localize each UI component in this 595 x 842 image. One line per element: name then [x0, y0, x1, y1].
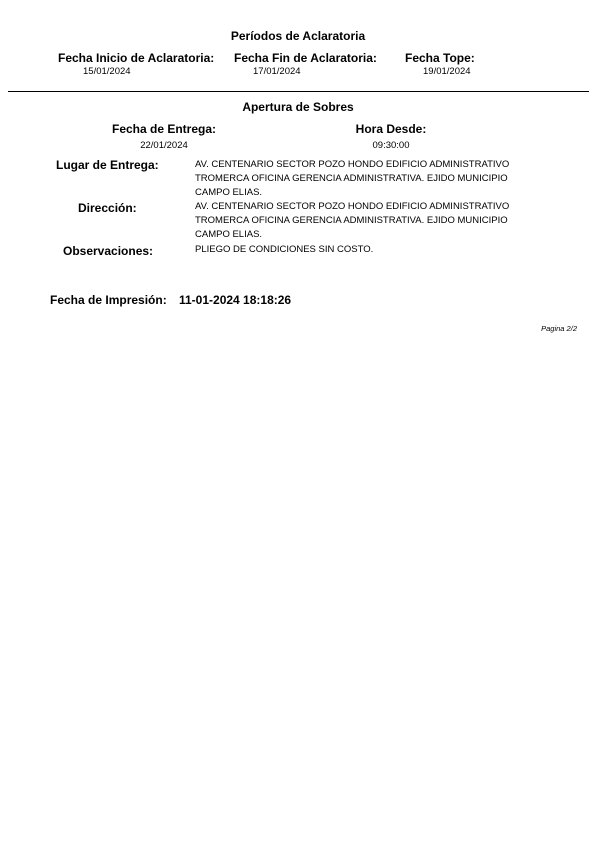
lugar-entrega-line: TROMERCA OFICINA GERENCIA ADMINISTRATIVA. EJIDO MUNICIPIO — [195, 173, 508, 184]
lugar-entrega-value — [195, 158, 545, 200]
direccion-value — [195, 200, 545, 242]
fecha-inicio-label: Fecha Inicio de Aclaratoria: — [58, 51, 215, 65]
fecha-impresion-value: 11-01-2024 18:18:26 — [179, 293, 292, 307]
observaciones-label: Observaciones: — [63, 244, 154, 258]
observaciones-value: PLIEGO DE CONDICIONES SIN COSTO. — [195, 244, 374, 255]
fecha-impresion-label: Fecha de Impresión: — [50, 293, 167, 307]
fecha-tope-value: 19/01/2024 — [423, 66, 471, 77]
apertura-title: Apertura de Sobres — [242, 100, 354, 114]
lugar-entrega-label: Lugar de Entrega: — [56, 158, 159, 172]
fecha-tope-label: Fecha Tope: — [405, 51, 475, 65]
lugar-entrega-line: AV. CENTENARIO SECTOR POZO HONDO EDIFICIO ADMINISTRATIVO — [195, 159, 510, 170]
direccion-line: AV. CENTENARIO SECTOR POZO HONDO EDIFICIO ADMINISTRATIVO — [195, 201, 510, 212]
fecha-fin-value: 17/01/2024 — [253, 66, 301, 77]
direccion-label: Dirección: — [78, 201, 137, 215]
periodos-title: Períodos de Aclaratoria — [230, 29, 366, 43]
page-number: Pagina 2/2 — [541, 324, 577, 333]
fecha-fin-label: Fecha Fin de Aclaratoria: — [234, 51, 377, 65]
direccion-line: CAMPO ELIAS. — [195, 229, 263, 240]
hora-desde-label: Hora Desde: — [355, 122, 427, 136]
section-divider — [8, 91, 589, 92]
hora-desde-value: 09:30:00 — [372, 140, 410, 151]
lugar-entrega-line: CAMPO ELIAS. — [195, 187, 263, 198]
direccion-line: TROMERCA OFICINA GERENCIA ADMINISTRATIVA. EJIDO MUNICIPIO — [195, 215, 508, 226]
fecha-inicio-value: 15/01/2024 — [83, 66, 131, 77]
fecha-entrega-label: Fecha de Entrega: — [111, 122, 217, 136]
fecha-entrega-value: 22/01/2024 — [140, 140, 188, 151]
